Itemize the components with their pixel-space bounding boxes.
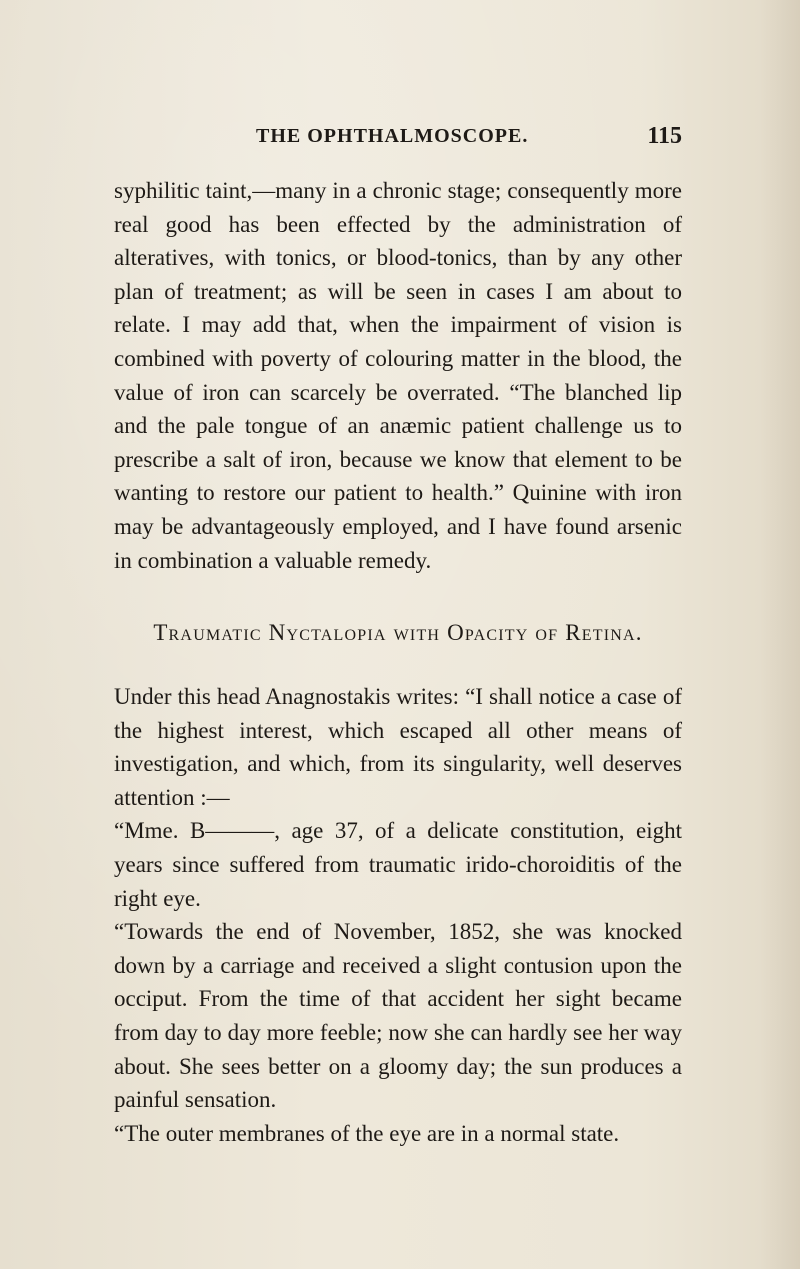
paragraph: syphilitic taint,—many in a chronic stage; consequently more real good has been effected by the administration of alteratives, with tonics, or blood-tonics, than by any other plan of treatment; as will be seen in cases I am about to relate. I may add that, when the impairment of vision is combined with poverty of colouring matter in the blood, the value of iron can scarcely be overrated. “The blanched lip and the pale tongue of an anæmic patient challenge us to prescribe a salt of iron, because we know that element to be wanting to restore our patient to health.” Quinine with iron may be advantageously employed, and I have found arsenic in combination a valuable remedy. (114, 178, 682, 573)
paragraph: Under this head Anagnostakis writes: “I shall notice a case of the highest interest, which escaped all other means of investigation, and which, from its singularity, well deserves attention :— (114, 684, 682, 810)
page-edge-shading (760, 0, 800, 1269)
body-text-bottom (114, 680, 682, 1150)
paragraph: “The outer membranes of the eye are in a normal state. (114, 1120, 620, 1146)
page-number: 115 (647, 123, 682, 149)
paragraph: “Towards the end of November, 1852, she was knocked down by a carriage and received a slight contusion upon the occiput. From the time of that accident her sight became from day to day more feeble; now she can hardly see her way about. She sees better on a gloomy day; the sun produces a painful sensation. (114, 919, 682, 1113)
paragraph: “Mme. B———, age 37, of a delicate constitution, eight years since suffered from traumatic irido-choroiditis of the right eye. (114, 818, 682, 911)
section-heading: Traumatic Nyctalopia with Opacity of Retina. (153, 620, 643, 645)
body-text-top (114, 174, 682, 577)
running-head (114, 125, 682, 155)
running-head-title: THE OPHTHALMOSCOPE. (256, 125, 529, 147)
